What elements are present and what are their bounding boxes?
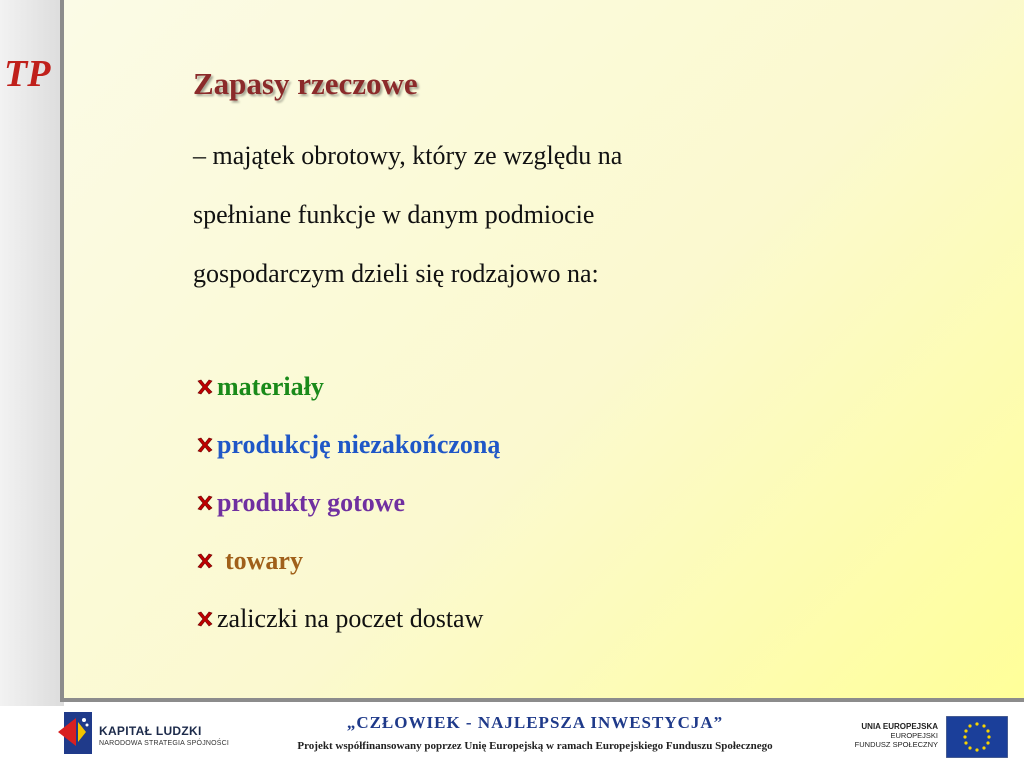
eu-label-line: UNIA EUROPEJSKA [861,722,938,731]
x-mark-icon [195,609,215,629]
list-item [195,358,500,416]
inventory-types-list [195,358,500,648]
item-label-produkcje: produkcję niezakończoną [217,430,501,459]
item-label-materialy: materiały [217,372,324,401]
item-label-zaliczki: zaliczki na poczet dostaw [217,604,484,633]
kapital-ludzki-logo-icon [56,708,96,758]
x-mark-icon [195,377,215,397]
eu-label-line: FUNDUSZ SPOŁECZNY [854,740,938,749]
definition-text [193,126,793,303]
tp-logo-icon [2,52,60,94]
list-item [195,416,500,474]
slide-title: Zapasy rzeczowe [193,66,418,101]
x-mark-icon [195,435,215,455]
definition-line: gospodarczym dzieli się rodzajowo na: [193,259,599,288]
list-item [195,474,500,532]
footer-project-text: Projekt współfinansowany poprzez Unię Europejską w ramach Europejskiego Funduszu Społecznego [297,740,773,752]
item-label-towary: towary [225,546,303,575]
list-item [195,590,500,648]
eu-label [855,722,938,749]
kapital-ludzki-title: KAPITAŁ LUDZKI [99,724,202,738]
kapital-ludzki-subtitle: NARODOWA STRATEGIA SPÓJNOŚCI [99,740,230,747]
logo-text: TP [4,53,51,94]
x-mark-icon [195,493,215,513]
left-sidebar-strip [0,0,64,706]
eu-flag-icon [946,716,1008,758]
x-mark-icon [195,551,215,571]
list-item [195,532,500,590]
definition-line: – majątek obrotowy, który ze względu na [193,141,623,170]
definition-line: spełniane funkcje w danym podmiocie [193,200,595,229]
eu-label-line: EUROPEJSKI [890,731,938,740]
item-label-produkty: produkty gotowe [217,488,406,517]
footer-slogan: „CZŁOWIEK - NAJLEPSZA INWESTYCJA” [346,713,724,732]
